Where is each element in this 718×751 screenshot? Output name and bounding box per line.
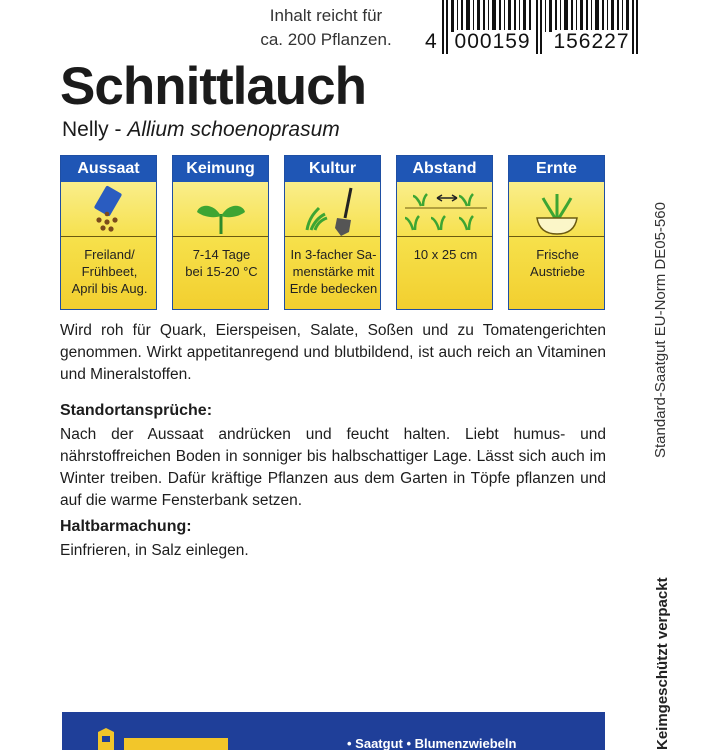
packing-label: Keimgeschützt verpackt (654, 577, 671, 750)
panel-abstand (396, 155, 493, 310)
panel-heading: Kultur (285, 156, 380, 182)
brand-logo-icon (80, 722, 230, 750)
panel-divider (173, 236, 269, 237)
panel-heading: Ernte (509, 156, 604, 182)
barcode-number (424, 30, 660, 54)
content-amount-note: Inhalt reicht für ca. 200 Pflanzen. (260, 6, 392, 49)
barcode-digits-left: 000159 (454, 30, 531, 53)
product-title: Schnittlauch (60, 57, 367, 116)
footer-tagline: • Saatgut • Blumenzwiebeln (347, 736, 517, 751)
brand-footer (62, 712, 605, 750)
panel-text: 10 x 25 cm (413, 247, 478, 262)
panel-aussaat (60, 155, 157, 310)
standard-seed-label: Standard-Saatgut EU-Norm DE05-560 (652, 202, 669, 458)
product-subtitle (62, 118, 340, 142)
cultivation-panels (60, 155, 605, 310)
panel-keimung (172, 155, 269, 310)
panel-kultur (284, 155, 381, 310)
variety-name: Nelly - (62, 118, 128, 141)
panel-text: In 3-facher Sa- menstärke mit Erde bedecken (289, 247, 378, 296)
panel-text: Freiland/ Frühbeet, April bis Aug. (71, 247, 148, 296)
barcode-digit-lead: 4 (425, 30, 438, 53)
barcode-digits-right: 156227 (553, 30, 630, 53)
panel-heading: Keimung (173, 156, 268, 182)
location-heading: Standortansprüche: (60, 402, 213, 419)
panel-text: 7-14 Tage bei 15-20 °C (185, 247, 258, 279)
panel-text: Frische Austriebe (530, 247, 585, 279)
location-paragraph: Nach der Aussaat andrücken und feucht halten. Liebt humus- und nährstoffreichen Boden in sonniger bis halbschattiger Lage. Lässt sich auch im Winter treiben. Dafür kräftige Pflanzen aus dem Garten in Töpfe pflanzen und auf die warme Fensterbank setzen. (60, 426, 606, 509)
panel-divider (285, 236, 381, 237)
preserve-heading: Haltbarmachung: (60, 518, 192, 535)
latin-name: Allium schoenoprasum (127, 118, 340, 141)
panel-divider (397, 236, 493, 237)
panel-divider (509, 236, 605, 237)
preserve-paragraph: Einfrieren, in Salz einlegen. (60, 542, 249, 559)
intro-paragraph: Wird roh für Quark, Eierspeisen, Salate, Soßen und zu Tomatengerichten genommen. Wirkt appetitanregend und blutbildend, ist auch reich an Vitaminen und Mineralstoffen. (60, 322, 606, 383)
panel-heading: Aussaat (61, 156, 156, 182)
panel-divider (61, 236, 157, 237)
panel-ernte (508, 155, 605, 310)
panel-heading: Abstand (397, 156, 492, 182)
